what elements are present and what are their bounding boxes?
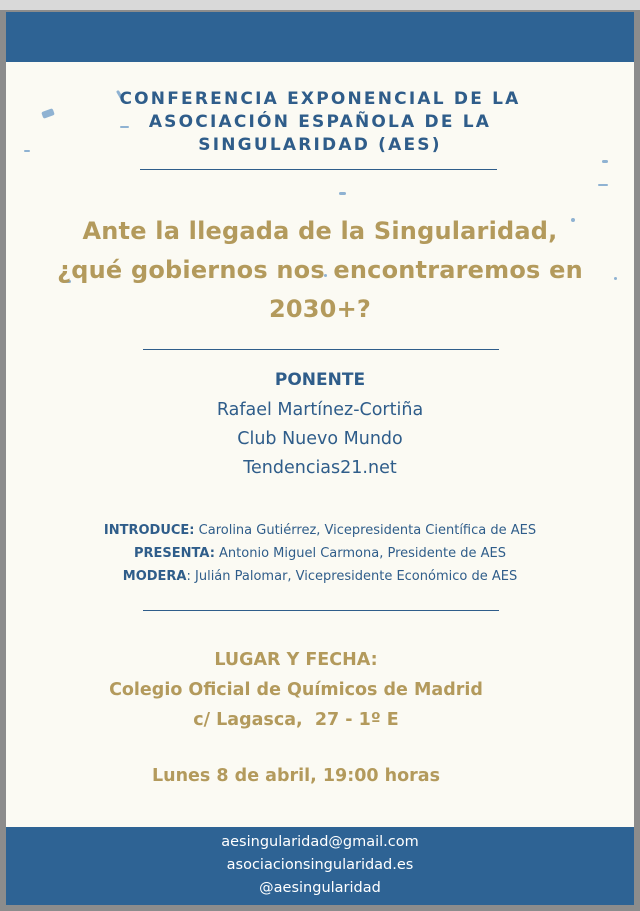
speaker-affiliation-2: Tendencias21.net bbox=[243, 458, 397, 478]
role-text: Antonio Miguel Carmona, Presidente de AES bbox=[214, 546, 506, 561]
speaker-block bbox=[6, 396, 634, 483]
heading-line-1: CONFERENCIA EXPONENCIAL DE LA bbox=[119, 89, 521, 109]
poster-page bbox=[6, 12, 634, 905]
roles-divider bbox=[143, 610, 499, 611]
top-banner bbox=[6, 12, 634, 62]
ponente-label: PONENTE bbox=[274, 370, 366, 390]
event-date: Lunes 8 de abril, 19:00 horas bbox=[151, 766, 441, 786]
role-text: : Julián Palomar, Vicepresidente Económico de AES bbox=[186, 569, 518, 584]
role-introduce bbox=[6, 519, 634, 542]
footer-banner bbox=[6, 827, 634, 905]
speaker-affiliation-1: Club Nuevo Mundo bbox=[237, 429, 403, 449]
roles-block bbox=[6, 519, 634, 588]
title-line-1: Ante la llegada de la Singularidad, bbox=[82, 217, 558, 245]
speaker-name: Rafael Martínez-Cortiña bbox=[216, 400, 424, 420]
title-line-3: 2030+? bbox=[268, 295, 372, 323]
talk-title bbox=[6, 212, 634, 329]
title-line-2: ¿qué gobiernos nos encontraremos en bbox=[57, 256, 583, 284]
role-presenta bbox=[6, 542, 634, 565]
heading-line-2: ASOCIACIÓN ESPAÑOLA DE LA bbox=[148, 112, 492, 132]
heading-divider bbox=[140, 169, 497, 170]
decorative-speck bbox=[339, 192, 346, 195]
heading-line-3: SINGULARIDAD (AES) bbox=[198, 135, 442, 155]
footer-email: aesingularidad@gmail.com bbox=[221, 834, 419, 850]
decorative-speck bbox=[598, 184, 608, 186]
lugar-block bbox=[6, 645, 586, 735]
role-text: Carolina Gutiérrez, Vicepresidenta Científica de AES bbox=[194, 523, 537, 538]
viewer-top-strip bbox=[0, 0, 640, 10]
decorative-speck bbox=[602, 160, 608, 163]
footer-handle: @aesingularidad bbox=[259, 880, 381, 896]
title-divider bbox=[143, 349, 499, 350]
conference-heading bbox=[6, 88, 634, 157]
venue-name: Colegio Oficial de Químicos de Madrid bbox=[109, 680, 483, 700]
role-label: MODERA bbox=[122, 569, 187, 584]
role-modera bbox=[6, 565, 634, 588]
venue-address: c/ Lagasca, 27 - 1º E bbox=[193, 710, 399, 730]
lugar-label: LUGAR Y FECHA: bbox=[214, 650, 378, 670]
footer-website: asociacionsingularidad.es bbox=[226, 857, 414, 873]
role-label: INTRODUCE: bbox=[103, 523, 195, 538]
role-label: PRESENTA: bbox=[134, 546, 215, 561]
